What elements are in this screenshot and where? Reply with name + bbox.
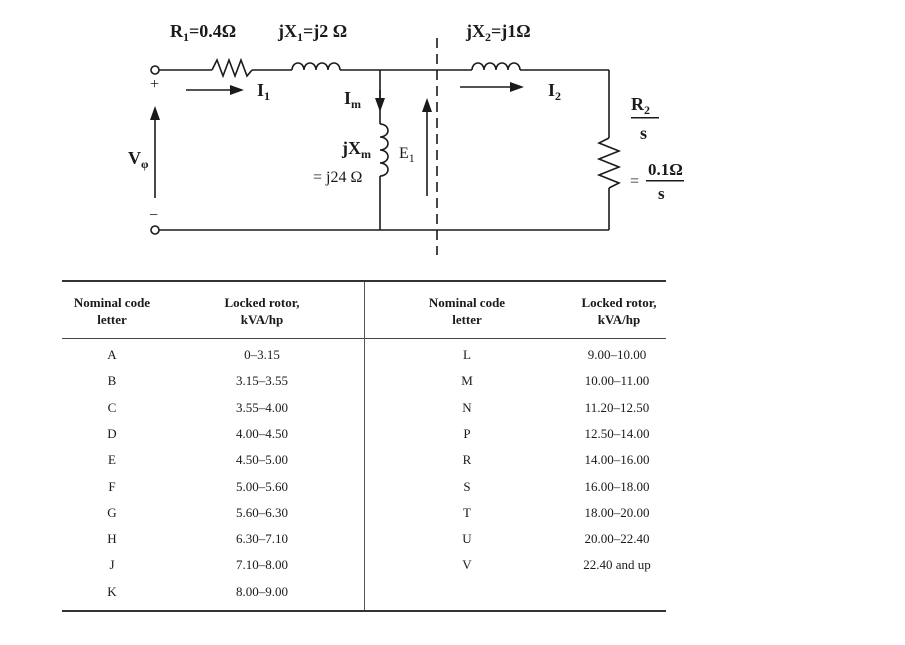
header-code-letter-left: Nominal code letter [73, 295, 151, 327]
table-cell-kva-range: 3.15–3.55 [236, 373, 288, 388]
arrow-e1-head [422, 98, 432, 112]
arrow-i1-head [230, 85, 244, 95]
table-cell-kva-range: 5.00–5.60 [236, 479, 288, 494]
terminal-bottom [151, 226, 159, 234]
table-cell-kva-range: 7.10–8.00 [236, 557, 288, 572]
table-cell-letter: T [463, 505, 471, 520]
r2-value: 0.1Ω [648, 160, 683, 179]
arrow-im-head [375, 98, 385, 112]
minus-sign: − [149, 207, 159, 224]
table-cell-letter: B [107, 373, 117, 388]
r1-label: $R_1=0.4\Omega$ [170, 21, 237, 44]
table-cell-kva-range: 12.50–14.00 [584, 426, 650, 441]
header-code-letter-right: Nominal code letter [428, 295, 506, 327]
table-bottom-rule [62, 610, 666, 612]
arrow-v-head [150, 106, 160, 120]
table-cell-kva-range: 4.50–5.00 [236, 452, 288, 467]
table-cell-letter: G [107, 505, 117, 520]
table-cell-kva-range: 11.20–12.50 [584, 400, 650, 415]
table-cell-letter: F [108, 479, 116, 494]
table-cell-kva-range: 16.00–18.00 [584, 479, 650, 494]
table-cell-letter: N [462, 400, 472, 415]
table-cell-letter: M [461, 373, 473, 388]
x1-label: $jX_1=j2$ Ω [278, 21, 348, 44]
resistor-r1 [212, 60, 252, 76]
x2-label: $jX_2=j1\Omega$ [466, 21, 531, 44]
header-locked-rotor-right: Locked rotor, kVA/hp [581, 295, 657, 327]
table-cell-letter: V [462, 557, 472, 572]
table-cell-kva-range: 10.00–11.00 [584, 373, 650, 388]
table-cell-kva-range: 4.00–4.50 [236, 426, 288, 441]
table-column-divider [364, 282, 365, 610]
table-cell-letter: C [107, 400, 117, 415]
r2-equals: = [630, 173, 640, 190]
xm-label: $jX_m$ [342, 138, 371, 161]
table-cell-kva-range: 0–3.15 [244, 347, 280, 362]
r2-fraction-bar [631, 117, 659, 119]
table-cell-kva-range: 14.00–16.00 [584, 452, 650, 467]
inductor-x2 [472, 63, 520, 70]
i1-label: $I_1$ [257, 80, 271, 103]
table-cell-kva-range: 22.40 and up [583, 557, 651, 572]
table-cell-letter: J [109, 557, 115, 572]
nema-code-letter-table [62, 280, 666, 612]
e1-label: $E_1$ [399, 145, 415, 165]
inductor-x1 [292, 63, 340, 70]
equivalent-circuit-diagram [0, 0, 905, 270]
im-label: $I_m$ [344, 88, 362, 111]
table-cell-letter: P [463, 426, 471, 441]
table-cell-letter: H [107, 531, 117, 546]
inductor-xm [380, 124, 388, 176]
table-cell-letter: R [462, 452, 472, 467]
table-cell-kva-range: 3.55–4.00 [236, 400, 288, 415]
table-cell-kva-range: 6.30–7.10 [236, 531, 288, 546]
table-cell-letter: A [107, 347, 117, 362]
r2-denominator: s [640, 123, 648, 143]
plus-sign: + [150, 76, 160, 93]
table-cell-kva-range: 8.00–9.00 [236, 584, 288, 599]
table-cell-letter: D [107, 426, 117, 441]
header-locked-rotor-left: Locked rotor, kVA/hp [224, 295, 300, 327]
table-cell-kva-range: 20.00–22.40 [584, 531, 650, 546]
table-cell-letter: L [463, 347, 471, 362]
arrow-i2-head [510, 82, 524, 92]
resistor-r2 [599, 138, 619, 188]
table-cell-kva-range: 18.00–20.00 [584, 505, 650, 520]
xm-value: = j24 Ω [313, 169, 363, 186]
v-label: $V_\varphi$ [128, 148, 149, 171]
terminal-top [151, 66, 159, 74]
table-cell-letter: S [463, 479, 471, 494]
r2-label: $R_2$ [631, 94, 650, 117]
table-cell-kva-range: 9.00–10.00 [587, 347, 647, 362]
table-cell-letter: U [462, 531, 472, 546]
r2-value-fraction-bar [646, 180, 684, 182]
table-cell-letter: K [107, 584, 117, 599]
table-cell-kva-range: 5.60–6.30 [236, 505, 288, 520]
table-cell-letter: E [108, 452, 116, 467]
r2-value-denominator: s [658, 184, 665, 203]
i2-label: $I_2$ [548, 80, 562, 103]
